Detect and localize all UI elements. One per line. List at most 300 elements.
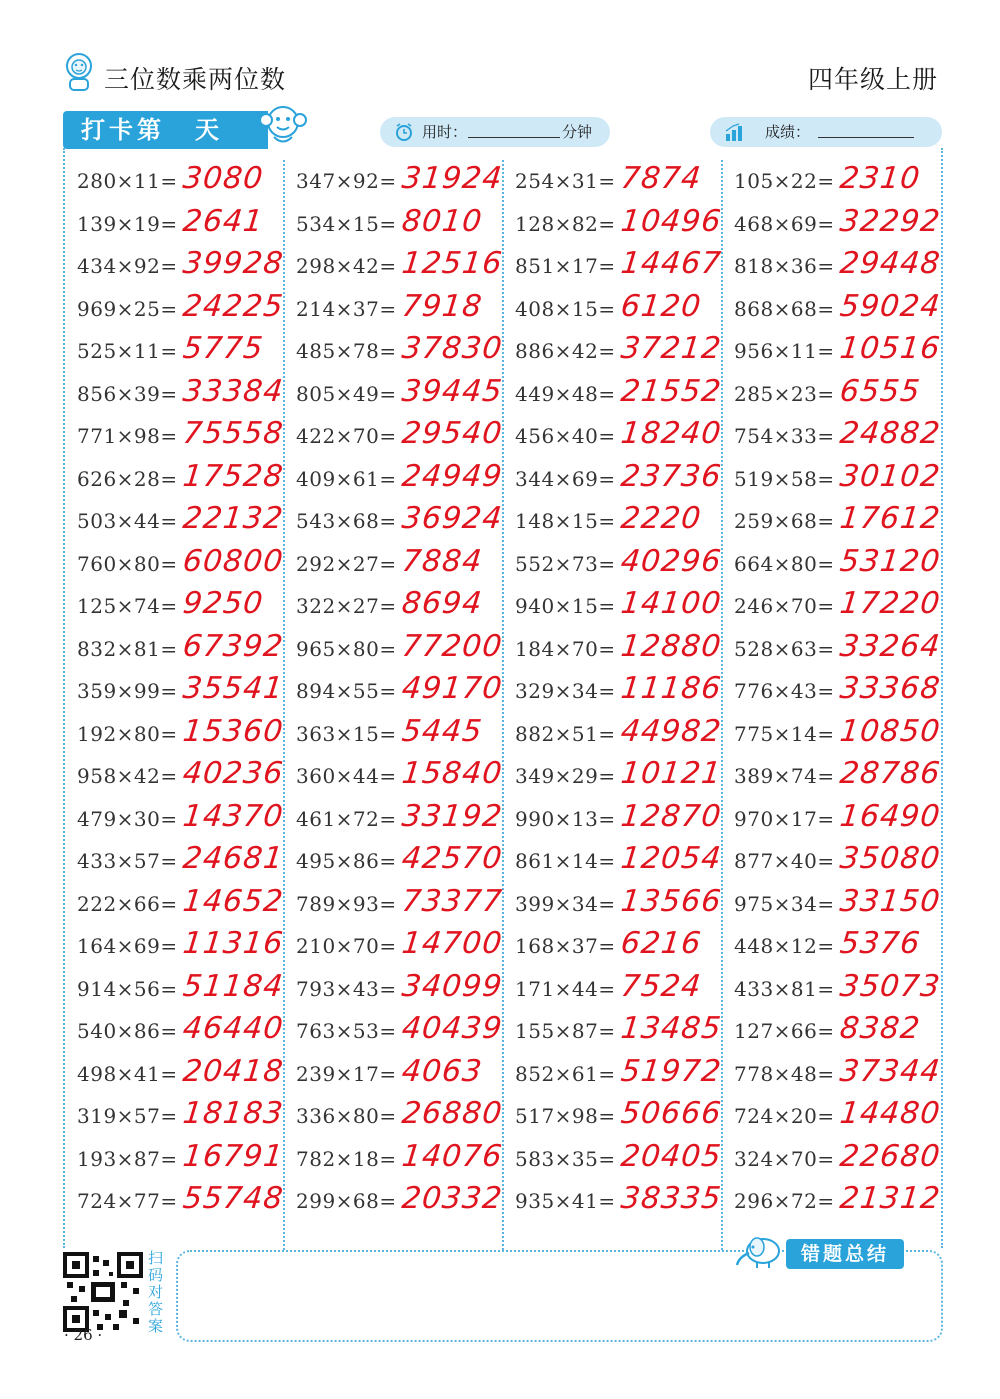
exercise-row [77, 333, 295, 376]
exercise-row [515, 843, 733, 886]
handwritten-answer: 33150 [838, 883, 943, 919]
equation-text: 349×29= [515, 764, 616, 788]
equation-text: 626×28= [77, 466, 178, 491]
exercise-row [515, 968, 733, 1014]
handwritten-answer: 2220 [619, 501, 704, 536]
bar-chart-icon [724, 122, 744, 142]
equation-text: 519×58= [734, 466, 835, 491]
equation-text: 975×34= [734, 891, 835, 916]
exercise-row [515, 163, 733, 206]
equation-text: 246×70= [734, 594, 835, 618]
equation-text: 793×43= [296, 976, 397, 1001]
checkin-right-label: 天 [195, 116, 223, 144]
equation-text: 461×72= [296, 806, 397, 831]
exercise-row [734, 1183, 952, 1226]
exercise-row [296, 1098, 514, 1141]
equation-text: 214×37= [296, 296, 397, 321]
equation-text: 914×56= [77, 976, 178, 1001]
equation-text: 832×81= [77, 636, 178, 661]
scan-for-answers-label: 扫码对答案 [148, 1249, 164, 1335]
exercise-row [734, 373, 952, 419]
exercise-row [296, 503, 514, 546]
handwritten-answer: 32292 [838, 203, 943, 239]
equation-text: 433×81= [734, 976, 835, 1001]
exercise-row [77, 628, 295, 674]
exercise-row [515, 1053, 733, 1099]
exercise-row [296, 588, 514, 631]
handwritten-answer: 9250 [181, 586, 266, 621]
equation-text: 763×53= [296, 1019, 397, 1043]
exercise-column-3 [515, 163, 733, 1226]
handwritten-answer: 14480 [838, 1096, 943, 1131]
time-field[interactable] [380, 117, 610, 147]
handwritten-answer: 50666 [619, 1096, 724, 1131]
equation-text: 164×69= [77, 934, 178, 958]
equation-text: 155×87= [515, 1019, 616, 1043]
exercise-row [515, 673, 733, 716]
handwritten-answer: 7884 [400, 543, 485, 579]
exercise-row [77, 1183, 295, 1226]
equation-text: 184×70= [515, 636, 616, 661]
exercise-row [77, 1013, 295, 1056]
exercise-row [734, 843, 952, 886]
exercise-row [296, 458, 514, 504]
exercise-row [515, 458, 733, 504]
equation-text: 990×13= [515, 806, 616, 831]
equation-text: 448×12= [734, 934, 835, 958]
exercise-row [515, 503, 733, 546]
handwritten-answer: 33384 [181, 373, 286, 409]
equation-text: 664×80= [734, 551, 835, 576]
handwritten-answer: 40296 [619, 543, 724, 579]
equation-text: 775×14= [734, 721, 835, 746]
exercise-row [734, 1013, 952, 1056]
equation-text: 856×39= [77, 381, 178, 406]
equation-text: 894×55= [296, 679, 397, 703]
handwritten-answer: 44982 [619, 713, 724, 749]
handwritten-answer: 15840 [400, 756, 505, 791]
alarm-clock-icon [394, 122, 414, 142]
equation-text: 254×31= [515, 169, 616, 193]
exercise-row [515, 1098, 733, 1141]
equation-text: 449×48= [515, 381, 616, 406]
equation-text: 882×51= [515, 721, 616, 746]
exercise-row [77, 163, 295, 206]
handwritten-answer: 21552 [619, 373, 724, 409]
exercise-column-4 [734, 163, 952, 1226]
exercise-row [515, 628, 733, 674]
exercise-row [77, 418, 295, 461]
exercise-row [515, 713, 733, 759]
handwritten-answer: 10850 [838, 713, 943, 749]
handwritten-answer: 33264 [838, 628, 943, 664]
equation-text: 498×41= [77, 1061, 178, 1086]
exercise-row [77, 758, 295, 801]
equation-text: 319×57= [77, 1104, 178, 1128]
score-blank [818, 137, 914, 138]
equation-text: 298×42= [296, 254, 397, 278]
handwritten-answer: 13566 [619, 883, 724, 919]
handwritten-answer: 59024 [838, 288, 943, 324]
equation-text: 965×80= [296, 636, 397, 661]
exercise-row [296, 373, 514, 419]
handwritten-answer: 75558 [181, 416, 286, 451]
equation-text: 127×66= [734, 1019, 835, 1043]
handwritten-answer: 33368 [838, 671, 943, 706]
equation-text: 359×99= [77, 679, 178, 703]
exercise-row [77, 1138, 295, 1184]
handwritten-answer: 14076 [400, 1138, 505, 1174]
equation-text: 139×19= [77, 211, 178, 236]
checkin-ribbon [63, 111, 268, 149]
exercise-row [515, 373, 733, 419]
lion-mascot-icon [62, 52, 96, 92]
handwritten-answer: 14652 [181, 883, 286, 919]
score-field[interactable] [710, 117, 942, 147]
equation-text: 193×87= [77, 1146, 178, 1171]
exercise-row [77, 843, 295, 886]
handwritten-answer: 12516 [400, 246, 505, 281]
exercise-row [77, 588, 295, 631]
equation-text: 168×37= [515, 934, 616, 958]
equation-text: 789×93= [296, 891, 397, 916]
exercise-row [296, 1138, 514, 1184]
equation-text: 970×17= [734, 806, 835, 831]
exercise-row [77, 503, 295, 546]
equation-text: 171×44= [515, 976, 616, 1001]
handwritten-answer: 24882 [838, 416, 943, 451]
exercise-row [77, 458, 295, 504]
exercise-row [515, 333, 733, 376]
handwritten-answer: 31924 [400, 161, 505, 196]
handwritten-answer: 34099 [400, 968, 505, 1004]
handwritten-answer: 18183 [181, 1096, 286, 1131]
handwritten-answer: 35541 [181, 671, 286, 706]
exercise-row [77, 1098, 295, 1141]
equation-text: 360×44= [296, 764, 397, 788]
handwritten-answer: 20405 [619, 1138, 724, 1174]
handwritten-answer: 35073 [838, 968, 943, 1004]
handwritten-answer: 10516 [838, 331, 943, 366]
exercise-row [296, 248, 514, 291]
equation-text: 336×80= [296, 1104, 397, 1128]
equation-text: 479×30= [77, 806, 178, 831]
equation-text: 285×23= [734, 381, 835, 406]
handwritten-answer: 2641 [181, 203, 266, 239]
handwritten-answer: 29540 [400, 416, 505, 451]
handwritten-answer: 24681 [181, 841, 286, 876]
equation-text: 222×66= [77, 891, 178, 916]
equation-text: 409×61= [296, 466, 397, 491]
equation-text: 969×25= [77, 296, 178, 321]
equation-text: 534×15= [296, 211, 397, 236]
equation-text: 192×80= [77, 721, 178, 746]
equation-text: 805×49= [296, 381, 397, 406]
equation-text: 724×77= [77, 1189, 178, 1213]
equation-text: 877×40= [734, 849, 835, 873]
exercise-row [296, 628, 514, 674]
handwritten-answer: 53120 [838, 543, 943, 579]
handwritten-answer: 55748 [181, 1181, 286, 1216]
exercise-row [734, 713, 952, 759]
exercise-row [296, 843, 514, 886]
equation-text: 495×86= [296, 849, 397, 873]
handwritten-answer: 39928 [181, 246, 286, 281]
exercise-row [296, 333, 514, 376]
equation-text: 778×48= [734, 1061, 835, 1086]
handwritten-answer: 12870 [619, 798, 724, 834]
equation-text: 956×11= [734, 339, 835, 363]
handwritten-answer: 8382 [838, 1011, 923, 1046]
exercise-row [734, 628, 952, 674]
handwritten-answer: 7524 [619, 968, 704, 1004]
handwritten-answer: 16791 [181, 1138, 286, 1174]
handwritten-answer: 36924 [400, 501, 505, 536]
handwritten-answer: 77200 [400, 628, 505, 664]
handwritten-answer: 33192 [400, 798, 505, 834]
equation-text: 782×18= [296, 1146, 397, 1171]
checkin-left-label: 打卡第 [81, 116, 165, 144]
exercise-row [515, 203, 733, 249]
handwritten-answer: 17528 [181, 458, 286, 494]
monkey-mascot-icon [256, 100, 310, 152]
equation-text: 292×27= [296, 551, 397, 576]
equation-text: 347×92= [296, 169, 397, 193]
exercise-row [77, 248, 295, 291]
exercise-row [515, 883, 733, 929]
handwritten-answer: 37344 [838, 1053, 943, 1089]
equation-text: 868×68= [734, 296, 835, 321]
handwritten-answer: 10496 [619, 203, 724, 239]
equation-text: 528×63= [734, 636, 835, 661]
exercise-row [515, 288, 733, 334]
handwritten-answer: 40439 [400, 1011, 505, 1046]
exercise-row [515, 758, 733, 801]
exercise-row [734, 458, 952, 504]
equation-text: 363×15= [296, 721, 397, 746]
equation-text: 540×86= [77, 1019, 178, 1043]
exercise-row [296, 673, 514, 716]
handwritten-answer: 5376 [838, 926, 923, 961]
exercise-row [77, 798, 295, 844]
equation-text: 456×40= [515, 424, 616, 448]
exercise-row [515, 588, 733, 631]
exercise-row [515, 928, 733, 971]
handwritten-answer: 6120 [619, 288, 704, 324]
exercise-row [515, 1183, 733, 1226]
exercise-row [77, 203, 295, 249]
exercise-row [296, 163, 514, 206]
handwritten-answer: 11316 [181, 926, 286, 961]
handwritten-answer: 42570 [400, 841, 505, 876]
exercise-row [77, 713, 295, 759]
equation-text: 485×78= [296, 339, 397, 363]
equation-text: 818×36= [734, 254, 835, 278]
exercise-row [77, 883, 295, 929]
handwritten-answer: 22132 [181, 501, 286, 536]
handwritten-answer: 14100 [619, 586, 724, 621]
equation-text: 259×68= [734, 509, 835, 533]
exercise-row [734, 1138, 952, 1184]
equation-text: 299×68= [296, 1189, 397, 1213]
handwritten-answer: 39445 [400, 373, 505, 409]
handwritten-answer: 35080 [838, 841, 943, 876]
elephant-mascot-icon [733, 1233, 787, 1269]
exercise-row [77, 673, 295, 716]
error-summary-tag: 错题总结 [786, 1239, 904, 1269]
equation-text: 433×57= [77, 849, 178, 873]
handwritten-answer: 51972 [619, 1053, 724, 1089]
handwritten-answer: 23736 [619, 458, 724, 494]
exercise-row [296, 543, 514, 589]
equation-text: 861×14= [515, 849, 616, 873]
exercise-column-1 [77, 163, 295, 1226]
exercise-row [734, 503, 952, 546]
handwritten-answer: 37212 [619, 331, 724, 366]
exercise-row [734, 418, 952, 461]
exercise-row [296, 798, 514, 844]
handwritten-answer: 67392 [181, 628, 286, 664]
exercise-row [734, 1098, 952, 1141]
exercise-column-2 [296, 163, 514, 1226]
equation-text: 128×82= [515, 211, 616, 236]
exercise-row [734, 248, 952, 291]
exercise-row [734, 758, 952, 801]
page-title: 三位数乘两位数 [104, 65, 287, 94]
handwritten-answer: 37830 [400, 331, 505, 366]
equation-text: 543×68= [296, 509, 397, 533]
equation-text: 324×70= [734, 1146, 835, 1171]
equation-text: 760×80= [77, 551, 178, 576]
handwritten-answer: 12054 [619, 841, 724, 876]
grade-label: 四年级上册 [807, 65, 938, 94]
equation-text: 771×98= [77, 424, 178, 448]
handwritten-answer: 24949 [400, 458, 505, 494]
exercise-row [296, 203, 514, 249]
handwritten-answer: 8010 [400, 203, 485, 239]
equation-text: 125×74= [77, 594, 178, 618]
exercise-row [515, 1138, 733, 1184]
equation-text: 280×11= [77, 169, 178, 193]
qr-code[interactable] [63, 1252, 143, 1332]
exercise-row [77, 288, 295, 334]
exercise-row [734, 928, 952, 971]
handwritten-answer: 7874 [619, 161, 704, 196]
equation-text: 724×20= [734, 1104, 835, 1128]
handwritten-answer: 5445 [400, 713, 485, 749]
exercise-row [734, 673, 952, 716]
exercise-row [515, 248, 733, 291]
exercise-row [734, 543, 952, 589]
equation-text: 344×69= [515, 466, 616, 491]
equation-text: 935×41= [515, 1189, 616, 1213]
handwritten-answer: 46440 [181, 1011, 286, 1046]
exercise-row [296, 758, 514, 801]
handwritten-answer: 60800 [181, 543, 286, 579]
exercise-row [77, 373, 295, 419]
exercise-row [734, 163, 952, 206]
equation-text: 105×22= [734, 169, 835, 193]
exercise-row [77, 968, 295, 1014]
exercise-row [515, 543, 733, 589]
equation-text: 210×70= [296, 934, 397, 958]
handwritten-answer: 4063 [400, 1053, 485, 1089]
exercise-row [296, 713, 514, 759]
handwritten-answer: 29448 [838, 246, 943, 281]
exercise-row [515, 798, 733, 844]
equation-text: 517×98= [515, 1104, 616, 1128]
equation-text: 329×34= [515, 679, 616, 703]
handwritten-answer: 3080 [181, 161, 266, 196]
equation-text: 940×15= [515, 594, 616, 618]
equation-text: 851×17= [515, 254, 616, 278]
equation-text: 399×34= [515, 891, 616, 916]
exercise-row [77, 543, 295, 589]
handwritten-answer: 17220 [838, 586, 943, 621]
equation-text: 552×73= [515, 551, 616, 576]
handwritten-answer: 17612 [838, 501, 943, 536]
equation-text: 296×72= [734, 1189, 835, 1213]
equation-text: 525×11= [77, 339, 178, 363]
handwritten-answer: 40236 [181, 756, 286, 791]
handwritten-answer: 12880 [619, 628, 724, 664]
time-label: 用时： [422, 123, 468, 141]
handwritten-answer: 2310 [838, 161, 923, 196]
handwritten-answer: 7918 [400, 288, 485, 324]
exercise-row [515, 418, 733, 461]
handwritten-answer: 49170 [400, 671, 505, 706]
exercise-row [77, 928, 295, 971]
exercise-row [515, 1013, 733, 1056]
equation-text: 583×35= [515, 1146, 616, 1171]
equation-text: 754×33= [734, 424, 835, 448]
equation-text: 422×70= [296, 424, 397, 448]
equation-text: 958×42= [77, 764, 178, 788]
handwritten-answer: 6216 [619, 926, 704, 961]
exercise-row [296, 928, 514, 971]
equation-text: 148×15= [515, 509, 616, 533]
time-unit: 分钟 [562, 123, 593, 141]
exercise-row [734, 333, 952, 376]
equation-text: 468×69= [734, 211, 835, 236]
exercise-row [734, 968, 952, 1014]
handwritten-answer: 38335 [619, 1181, 724, 1216]
handwritten-answer: 14370 [181, 798, 286, 834]
handwritten-answer: 14700 [400, 926, 505, 961]
handwritten-answer: 16490 [838, 798, 943, 834]
handwritten-answer: 26880 [400, 1096, 505, 1131]
exercise-row [734, 798, 952, 844]
handwritten-answer: 21312 [838, 1181, 943, 1216]
exercise-row [296, 418, 514, 461]
equation-text: 503×44= [77, 509, 178, 533]
handwritten-answer: 6555 [838, 373, 923, 409]
equation-text: 322×27= [296, 594, 397, 618]
equation-text: 434×92= [77, 254, 178, 278]
equation-text: 408×15= [515, 296, 616, 321]
exercise-row [734, 883, 952, 929]
equation-text: 389×74= [734, 764, 835, 788]
time-blank [468, 137, 560, 138]
handwritten-answer: 8694 [400, 586, 485, 621]
handwritten-answer: 28786 [838, 756, 943, 791]
exercise-row [296, 883, 514, 929]
equation-text: 852×61= [515, 1061, 616, 1086]
handwritten-answer: 51184 [181, 968, 286, 1004]
handwritten-answer: 20418 [181, 1053, 286, 1089]
handwritten-answer: 18240 [619, 416, 724, 451]
exercise-row [734, 288, 952, 334]
